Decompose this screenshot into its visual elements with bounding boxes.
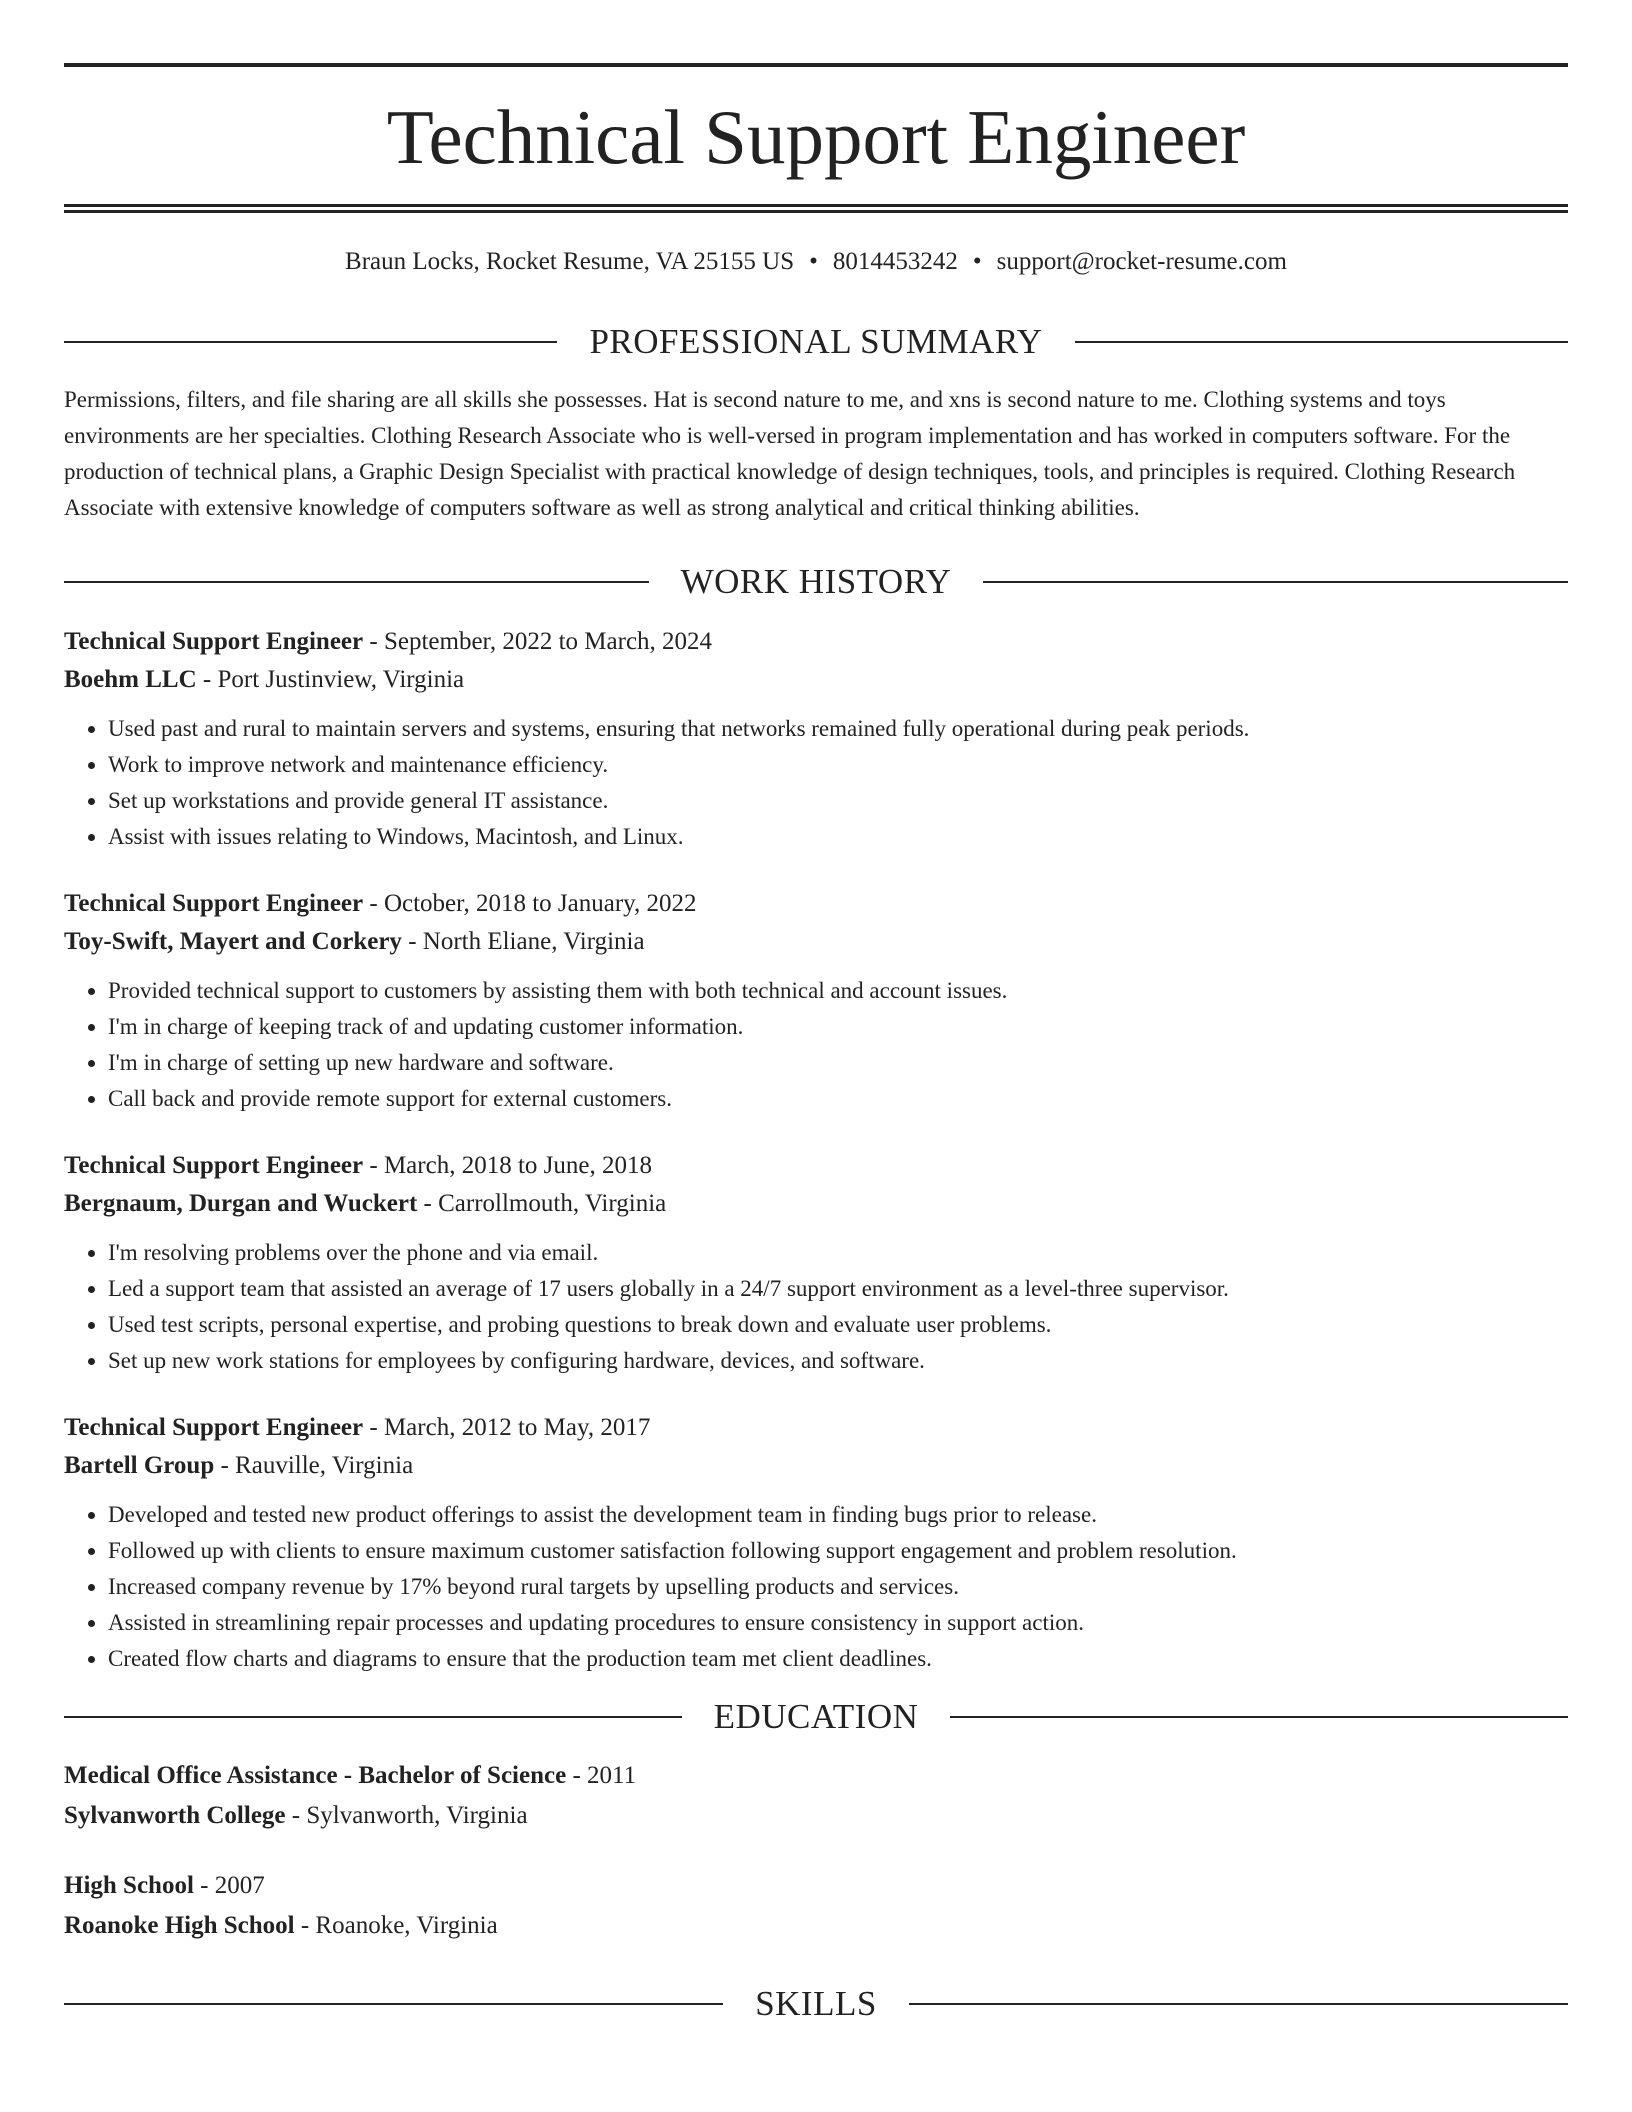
contact-address: Braun Locks, Rocket Resume, VA 25155 US xyxy=(345,248,795,275)
job-location: - Carrollmouth, Virginia xyxy=(417,1190,667,1217)
heading-rule xyxy=(64,341,557,343)
section-heading-work-history xyxy=(64,564,1568,599)
list-item: • I'm in charge of setting up new hardware and software. xyxy=(108,1045,1568,1081)
job-company: Toy-Swift, Mayert and Corkery xyxy=(64,928,402,955)
job-bullets xyxy=(64,711,1568,855)
list-item: • Assist with issues relating to Windows, Macintosh, and Linux. xyxy=(108,819,1568,855)
list-item: • Set up workstations and provide general IT assistance. xyxy=(108,783,1568,819)
job-company-line xyxy=(64,923,1568,961)
summary-text: Permissions, filters, and file sharing are all skills she possesses. Hat is second nature to me, and xns is second nature to me. Clothing systems and toys environments are her specialties. Clothing Research Associate who is well-versed in program implementation and has worked in computers software. For the production of technical plans, a Graphic Design Specialist with practical knowledge of design techniques, tools, and principles is required. Clothing Research Associate with extensive knowledge of computers software as well as strong analytical and critical thinking abilities. xyxy=(64,387,1516,520)
section-heading-label: EDUCATION xyxy=(713,1697,919,1736)
contact-email: support@rocket-resume.com xyxy=(996,248,1287,275)
list-item: • Developed and tested new product offerings to assist the development team in finding bugs prior to release. xyxy=(108,1497,1568,1533)
heading-rule xyxy=(1075,341,1568,343)
job-company-line xyxy=(64,661,1568,699)
education-school-line xyxy=(64,1796,1568,1836)
education-school: Sylvanworth College xyxy=(64,1802,286,1829)
job-entry xyxy=(64,623,1568,855)
contact-separator: • xyxy=(809,248,818,275)
job-company-line xyxy=(64,1447,1568,1485)
job-location: - North Eliane, Virginia xyxy=(401,928,645,955)
top-rule xyxy=(64,63,1568,67)
education-degree-line xyxy=(64,1866,1568,1906)
education-entry xyxy=(64,1756,1568,1836)
list-item: • Call back and provide remote support for external customers. xyxy=(108,1081,1568,1117)
section-heading-skills xyxy=(64,1986,1568,2021)
job-company-line xyxy=(64,1185,1568,1223)
job-company: Bergnaum, Durgan and Wuckert xyxy=(64,1190,418,1217)
job-location: - Port Justinview, Virginia xyxy=(196,666,465,693)
heading-rule xyxy=(950,1716,1568,1718)
section-heading-education xyxy=(64,1699,1568,1734)
heading-rule xyxy=(64,1716,682,1718)
job-title: Technical Support Engineer xyxy=(64,1152,364,1179)
job-entry xyxy=(64,1409,1568,1677)
education-location: - Roanoke, Virginia xyxy=(294,1912,498,1939)
section-heading-label: WORK HISTORY xyxy=(680,562,952,601)
job-title-line xyxy=(64,623,1568,661)
job-dates: - March, 2018 to June, 2018 xyxy=(363,1152,652,1179)
list-item: • I'm in charge of keeping track of and updating customer information. xyxy=(108,1009,1568,1045)
list-item: • Assisted in streamlining repair processes and updating procedures to ensure consistency in support action. xyxy=(108,1605,1568,1641)
list-item: • Increased company revenue by 17% beyond rural targets by upselling products and services. xyxy=(108,1569,1568,1605)
job-location: - Rauville, Virginia xyxy=(214,1452,414,1479)
heading-rule xyxy=(64,581,649,583)
heading-rule xyxy=(983,581,1568,583)
list-item: • Led a support team that assisted an average of 17 users globally in a 24/7 support environment as a level-three supervisor. xyxy=(108,1271,1568,1307)
list-item: • Created flow charts and diagrams to ensure that the production team met client deadlines. xyxy=(108,1641,1568,1677)
list-item: • Provided technical support to customers by assisting them with both technical and account issues. xyxy=(108,973,1568,1009)
job-entry xyxy=(64,1147,1568,1379)
education-location: - Sylvanworth, Virginia xyxy=(285,1802,528,1829)
contact-phone: 8014453242 xyxy=(832,248,958,275)
job-dates: - September, 2022 to March, 2024 xyxy=(363,628,713,655)
job-title-line xyxy=(64,885,1568,923)
list-item: • Set up new work stations for employees by configuring hardware, devices, and software. xyxy=(108,1343,1568,1379)
job-title: Technical Support Engineer xyxy=(64,1414,364,1441)
education-entry xyxy=(64,1866,1568,1946)
section-heading-label: SKILLS xyxy=(755,1984,877,2023)
list-item: • I'm resolving problems over the phone and via email. xyxy=(108,1235,1568,1271)
list-item: • Used test scripts, personal expertise, and probing questions to break down and evaluate user problems. xyxy=(108,1307,1568,1343)
job-company: Bartell Group xyxy=(64,1452,215,1479)
list-item: • Followed up with clients to ensure maximum customer satisfaction following support engagement and problem resolution. xyxy=(108,1533,1568,1569)
education-degree: Medical Office Assistance - Bachelor of Science xyxy=(64,1762,567,1789)
page-title: Technical Support Engineer xyxy=(386,94,1246,180)
job-title-line xyxy=(64,1409,1568,1447)
job-title: Technical Support Engineer xyxy=(64,628,364,655)
job-company: Boehm LLC xyxy=(64,666,197,693)
job-title-line xyxy=(64,1147,1568,1185)
resume-page xyxy=(64,0,1568,2021)
contact-separator: • xyxy=(972,248,982,275)
job-dates: - March, 2012 to May, 2017 xyxy=(363,1414,651,1441)
education-degree-line xyxy=(64,1756,1568,1796)
heading-rule xyxy=(909,2003,1568,2005)
education-school: Roanoke High School xyxy=(64,1912,295,1939)
contact-line xyxy=(64,247,1568,277)
title-double-rule xyxy=(64,204,1568,213)
education-school-line xyxy=(64,1906,1568,1946)
list-item: • Work to improve network and maintenance efficiency. xyxy=(108,747,1568,783)
job-bullets xyxy=(64,973,1568,1117)
job-entry xyxy=(64,885,1568,1117)
education-year: - 2007 xyxy=(193,1872,265,1899)
job-bullets xyxy=(64,1235,1568,1379)
section-heading-label: PROFESSIONAL SUMMARY xyxy=(589,322,1043,361)
job-dates: - October, 2018 to January, 2022 xyxy=(363,890,697,917)
list-item: • Used past and rural to maintain servers and systems, ensuring that networks remained fully operational during peak periods. xyxy=(108,711,1568,747)
job-title: Technical Support Engineer xyxy=(64,890,364,917)
education-year: - 2011 xyxy=(566,1762,637,1789)
section-heading-summary xyxy=(64,324,1568,359)
job-bullets xyxy=(64,1497,1568,1677)
heading-rule xyxy=(64,2003,723,2005)
education-degree: High School xyxy=(64,1872,194,1899)
